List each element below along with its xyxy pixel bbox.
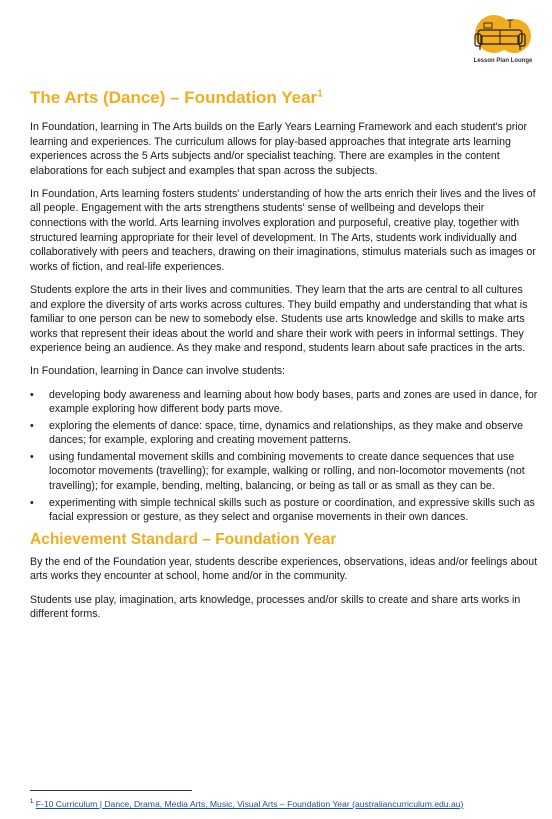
list-item-text: using fundamental movement skills and combining movements to create dance sequences that use locomotor movements (travelling); for example, walking or rolling, and non-locomotor movements (not travelling); for example, bending, melting, balancing, or being as tall or as small as they can be. xyxy=(49,450,525,493)
list-item xyxy=(30,419,538,448)
achievement-standard-heading: Achievement Standard – Foundation Year xyxy=(30,530,337,548)
page-title xyxy=(30,88,323,108)
intro-paragraph-2: In Foundation, Arts learning fosters students' understanding of how the arts enrich their lives and the lives of all people. Engagement with the arts strengthens students' sense of wellbeing and develops their connections with the world. Arts learning involves exploration and purposeful, creative play, together with structured learning appropriate for their level of development. In The Arts, students work individually and collaboratively with peers and teachers, drawing on their imaginations, stimulus materials such as images or works of fiction, and real-life experiences. xyxy=(30,187,536,273)
dance-list-intro: In Foundation, learning in Dance can involve students: xyxy=(30,365,286,378)
achievement-paragraph-2: Students use play, imagination, arts knowledge, processes and/or skills to create and share arts works in different forms. xyxy=(30,593,521,621)
sofa-icon xyxy=(470,14,536,58)
achievement-paragraph-1: By the end of the Foundation year, students describe experiences, observations, ideas and/or feelings about arts works they encounter at school, home and/or in the community. xyxy=(30,555,538,583)
intro-paragraph-1: In Foundation, learning in The Arts builds on the Early Years Learning Framework and each student's prior learning and experiences. The curriculum allows for play-based approaches that integrate arts learning experiences across the 5 Arts subjects and/or specialist teaching. There are examples in the content elaborations for each subject and examples that span across the subjects. xyxy=(30,121,528,177)
lesson-plan-lounge-logo xyxy=(470,14,536,70)
bullet-icon: • xyxy=(30,450,34,463)
footnote-number: 1 xyxy=(30,799,34,806)
bullet-icon: • xyxy=(30,419,34,432)
list-item-text: developing body awareness and learning about how body bases, parts and zones are used in dance, for example exploring how different body parts move. xyxy=(49,388,538,416)
list-item-text: exploring the elements of dance: space, time, dynamics and relationships, as they make and observe dances; for example, exploring and creating movement patterns. xyxy=(49,419,524,447)
dance-learning-list xyxy=(30,388,538,525)
logo-caption: Lesson Plan Lounge xyxy=(473,58,533,64)
footnote xyxy=(30,799,463,809)
title-footnote-ref: 1 xyxy=(317,88,323,100)
bullet-icon: • xyxy=(30,496,34,509)
bullet-icon: • xyxy=(30,388,34,401)
curriculum-link[interactable]: F-10 Curriculum | Dance, Drama, Media Arts, Music, Visual Arts – Foundation Year (australiancurriculum.edu.au) xyxy=(35,799,464,809)
list-item xyxy=(30,450,538,494)
main-content xyxy=(30,120,538,630)
intro-paragraph-3: Students explore the arts in their lives and communities. They learn that the arts are central to all cultures and explore the diversity of arts works across cultures. They build empathy and understanding that what is familiar to one person can be new to somebody else. Students use arts knowledge and skills to make arts works that represent their ideas about the world and share their work with peers in informal settings. They experience being an audience. As they make and respond, students learn about safe practices in the arts. xyxy=(30,283,528,355)
list-item xyxy=(30,496,538,525)
page-title-text: The Arts (Dance) – Foundation Year xyxy=(30,88,318,107)
list-item-text: experimenting with simple technical skills such as posture or coordination, and expressive skills such as facial expression or gesture, as they select and organise movements in their own dances. xyxy=(49,496,535,524)
footnote-divider xyxy=(30,790,192,791)
list-item xyxy=(30,388,538,417)
